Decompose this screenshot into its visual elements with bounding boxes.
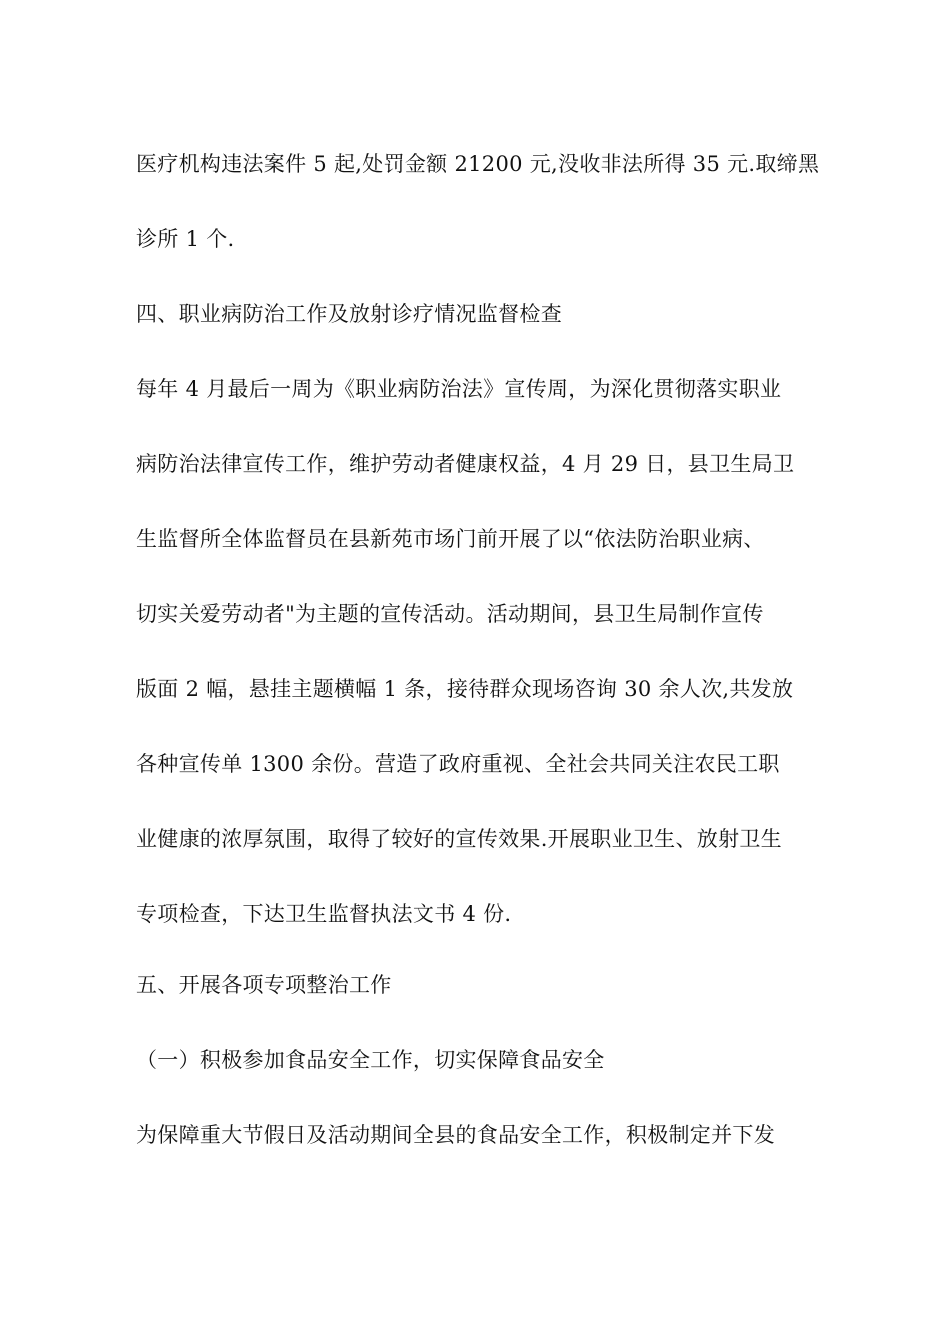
text-line: 为保障重大节假日及活动期间全县的食品安全工作，积极制定并下发 <box>136 1123 775 1147</box>
text-line: 切实关爱劳动者"为主题的宣传活动。活动期间，县卫生局制作宣传 <box>136 602 764 626</box>
text-line: 专项检查，下达卫生监督执法文书 4 份. <box>136 902 512 926</box>
text-line: 诊所 1 个. <box>136 227 235 251</box>
text-line: 版面 2 幅，悬挂主题横幅 1 条，接待群众现场咨询 30 余人次,共发放 <box>136 677 794 701</box>
text-line: 每年 4 月最后一周为《职业病防治法》宣传周，为深化贯彻落实职业 <box>136 377 782 401</box>
section-heading: 四、职业病防治工作及放射诊疗情况监督检查 <box>136 302 562 326</box>
section-heading: 五、开展各项专项整治工作 <box>136 973 392 997</box>
text-line: 各种宣传单 1300 余份。营造了政府重视、全社会共同关注农民工职 <box>136 752 780 776</box>
subsection-heading: （一）积极参加食品安全工作，切实保障食品安全 <box>136 1048 605 1072</box>
text-line: 病防治法律宣传工作，维护劳动者健康权益，4 月 29 日，县卫生局卫 <box>136 452 795 476</box>
text-line: 生监督所全体监督员在县新苑市场门前开展了以“依法防治职业病、 <box>136 527 765 551</box>
text-line: 医疗机构违法案件 5 起,处罚金额 21200 元,没收非法所得 35 元.取缔黑 <box>136 152 820 176</box>
text-line: 业健康的浓厚氛围，取得了较好的宣传效果.开展职业卫生、放射卫生 <box>136 827 782 851</box>
